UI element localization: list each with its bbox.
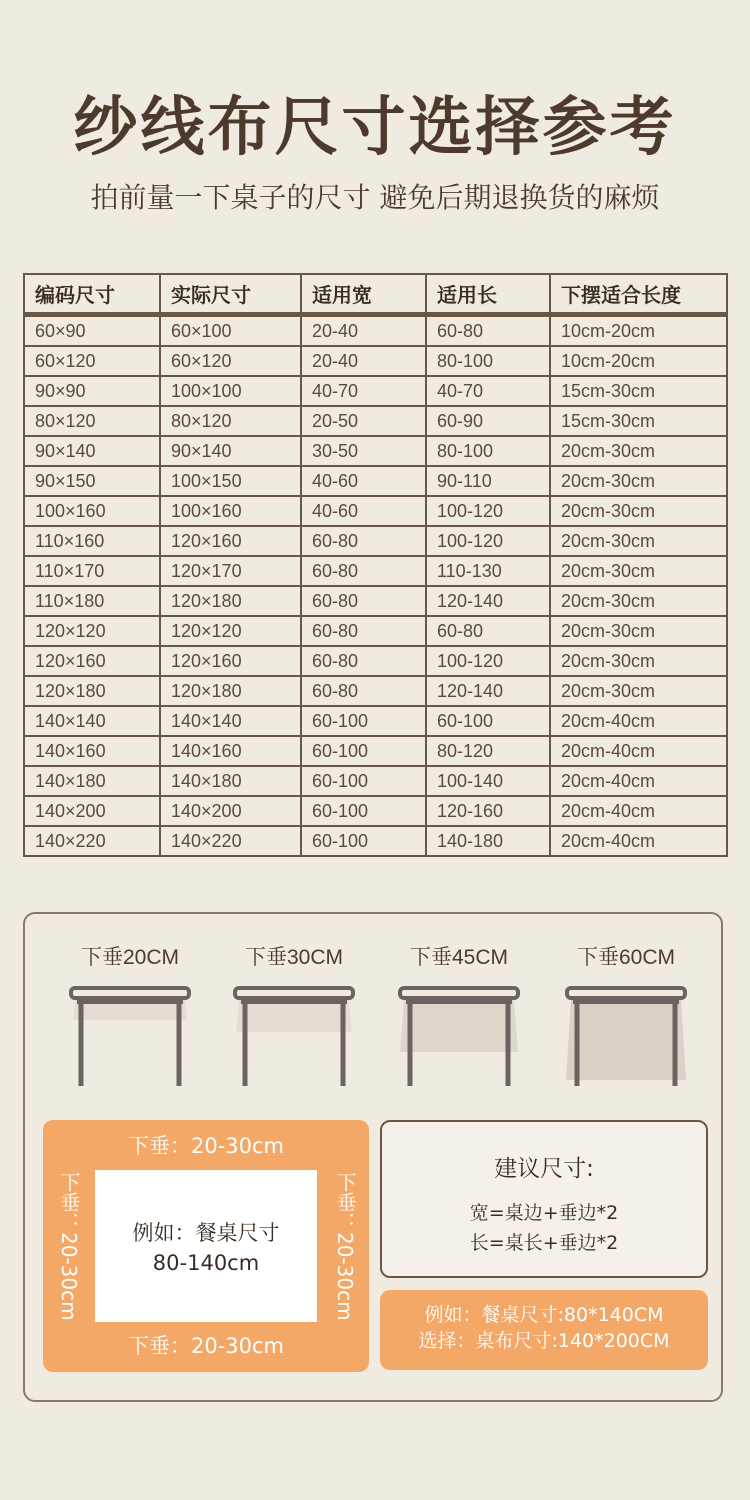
- table-45cm-icon: [394, 984, 524, 1088]
- cell-fit-width: 60-80: [301, 586, 426, 616]
- cell-fit-width: 60-80: [301, 556, 426, 586]
- cell-drop-length: 15cm-30cm: [550, 406, 727, 436]
- cell-fit-length: 60-80: [426, 315, 550, 347]
- table-row: [24, 436, 727, 466]
- page-title: 纱线布尺寸选择参考: [73, 91, 677, 165]
- header-fit-length: 适用长: [426, 274, 550, 315]
- cell-code-size: 120×180: [24, 676, 160, 706]
- cell-fit-length: 140-180: [426, 826, 550, 856]
- table-row: [24, 406, 727, 436]
- table-60cm-icon: [561, 984, 691, 1088]
- cell-drop-length: 20cm-40cm: [550, 796, 727, 826]
- page-subtitle: 拍前量一下桌子的尺寸 避免后期退换货的麻烦: [90, 181, 660, 214]
- cell-fit-length: 60-90: [426, 406, 550, 436]
- cell-actual-size: 90×140: [160, 436, 301, 466]
- cell-drop-length: 20cm-30cm: [550, 436, 727, 466]
- cell-drop-length: 10cm-20cm: [550, 346, 727, 376]
- cell-fit-width: 60-100: [301, 796, 426, 826]
- table-30cm-icon: [229, 984, 359, 1088]
- table-row: [24, 826, 727, 856]
- header-fit-width: 适用宽: [301, 274, 426, 315]
- cell-fit-width: 60-80: [301, 676, 426, 706]
- diagram-right-label: 下垂：20-30cm: [333, 1171, 357, 1321]
- cell-fit-width: 60-100: [301, 826, 426, 856]
- cell-fit-width: 60-80: [301, 646, 426, 676]
- cell-fit-width: 20-50: [301, 406, 426, 436]
- diagram-table-area: [95, 1170, 317, 1322]
- table-row: [24, 796, 727, 826]
- drop-20-label: 下垂20CM: [80, 946, 180, 969]
- cell-actual-size: 120×120: [160, 616, 301, 646]
- cell-actual-size: 140×160: [160, 736, 301, 766]
- size-table: [23, 273, 728, 857]
- cell-code-size: 90×150: [24, 466, 160, 496]
- table-row: [24, 346, 727, 376]
- cell-actual-size: 60×100: [160, 315, 301, 347]
- cell-drop-length: 20cm-30cm: [550, 646, 727, 676]
- table-row: [24, 526, 727, 556]
- table-row: [24, 736, 727, 766]
- cell-fit-width: 40-70: [301, 376, 426, 406]
- example-line2: 选择：桌布尺寸:140*200CM: [418, 1330, 670, 1352]
- cell-actual-size: 140×180: [160, 766, 301, 796]
- header-actual-size: 实际尺寸: [160, 274, 301, 315]
- drop-60-item: [561, 944, 691, 1088]
- cell-fit-width: 60-80: [301, 616, 426, 646]
- cell-fit-width: 60-100: [301, 736, 426, 766]
- cell-fit-width: 30-50: [301, 436, 426, 466]
- suggest-title: 建议尺寸:: [494, 1156, 594, 1182]
- cell-fit-length: 60-80: [426, 616, 550, 646]
- cell-fit-length: 40-70: [426, 376, 550, 406]
- cell-actual-size: 140×220: [160, 826, 301, 856]
- diagram-top-label: 下垂：20-30cm: [127, 1134, 285, 1158]
- cell-fit-length: 80-100: [426, 436, 550, 466]
- cell-code-size: 100×160: [24, 496, 160, 526]
- table-row: [24, 766, 727, 796]
- cell-fit-length: 120-140: [426, 676, 550, 706]
- example-box: [380, 1290, 708, 1370]
- drop-20-item: [65, 944, 195, 1088]
- cell-drop-length: 20cm-30cm: [550, 466, 727, 496]
- cell-fit-width: 40-60: [301, 466, 426, 496]
- cell-actual-size: 120×180: [160, 586, 301, 616]
- cell-fit-width: 60-80: [301, 526, 426, 556]
- cell-actual-size: 100×160: [160, 496, 301, 526]
- cell-fit-width: 60-100: [301, 766, 426, 796]
- cell-fit-length: 120-160: [426, 796, 550, 826]
- drop-60-label: 下垂60CM: [576, 946, 676, 969]
- cell-actual-size: 120×160: [160, 526, 301, 556]
- cell-actual-size: 60×120: [160, 346, 301, 376]
- table-20cm-icon: [65, 984, 195, 1088]
- cell-code-size: 80×120: [24, 406, 160, 436]
- cell-actual-size: 140×200: [160, 796, 301, 826]
- table-row: [24, 646, 727, 676]
- drop-30-item: [229, 944, 359, 1088]
- cell-actual-size: 100×150: [160, 466, 301, 496]
- diagram-example-line2: 80-140cm: [152, 1251, 260, 1275]
- table-row: [24, 556, 727, 586]
- drop-30-label: 下垂30CM: [244, 946, 344, 969]
- cell-drop-length: 15cm-30cm: [550, 376, 727, 406]
- table-row: [24, 496, 727, 526]
- cell-fit-length: 120-140: [426, 586, 550, 616]
- cell-fit-length: 80-100: [426, 346, 550, 376]
- cell-fit-length: 100-120: [426, 496, 550, 526]
- cell-code-size: 90×140: [24, 436, 160, 466]
- cell-actual-size: 100×100: [160, 376, 301, 406]
- cell-fit-length: 100-120: [426, 646, 550, 676]
- diagram-example-line1: 例如：餐桌尺寸: [132, 1221, 280, 1245]
- diagram-left-label: 下垂：20-30cm: [57, 1171, 81, 1321]
- table-row: [24, 676, 727, 706]
- header-code-size: 编码尺寸: [24, 274, 160, 315]
- drop-diagram: [43, 1120, 369, 1372]
- cell-actual-size: 120×180: [160, 676, 301, 706]
- cell-drop-length: 20cm-30cm: [550, 496, 727, 526]
- cell-drop-length: 20cm-30cm: [550, 526, 727, 556]
- cell-fit-length: 60-100: [426, 706, 550, 736]
- suggest-size-box: [380, 1120, 708, 1278]
- cell-fit-width: 20-40: [301, 315, 426, 347]
- cell-fit-length: 90-110: [426, 466, 550, 496]
- table-row: [24, 586, 727, 616]
- table-row: [24, 315, 727, 347]
- cell-code-size: 140×160: [24, 736, 160, 766]
- cell-actual-size: 80×120: [160, 406, 301, 436]
- table-row: [24, 706, 727, 736]
- cell-drop-length: 20cm-30cm: [550, 556, 727, 586]
- cell-drop-length: 10cm-20cm: [550, 315, 727, 347]
- cell-drop-length: 20cm-30cm: [550, 676, 727, 706]
- suggest-length-rule: 长=桌长+垂边*2: [469, 1232, 619, 1254]
- cell-actual-size: 140×140: [160, 706, 301, 736]
- cell-drop-length: 20cm-40cm: [550, 736, 727, 766]
- cell-code-size: 110×160: [24, 526, 160, 556]
- cell-drop-length: 20cm-40cm: [550, 826, 727, 856]
- cell-code-size: 140×140: [24, 706, 160, 736]
- table-row: [24, 376, 727, 406]
- drop-guide-panel: [23, 912, 723, 1402]
- cell-actual-size: 120×170: [160, 556, 301, 586]
- cell-drop-length: 20cm-30cm: [550, 586, 727, 616]
- cell-drop-length: 20cm-30cm: [550, 616, 727, 646]
- example-line1: 例如：餐桌尺寸:80*140CM: [424, 1304, 664, 1326]
- header-drop-length: 下摆适合长度: [550, 274, 727, 315]
- diagram-bottom-label: 下垂：20-30cm: [127, 1334, 285, 1358]
- cell-fit-length: 80-120: [426, 736, 550, 766]
- cell-fit-length: 110-130: [426, 556, 550, 586]
- table-header-row: [24, 274, 727, 315]
- drop-45-item: [394, 944, 524, 1088]
- cell-code-size: 120×120: [24, 616, 160, 646]
- cell-drop-length: 20cm-40cm: [550, 706, 727, 736]
- suggest-width-rule: 宽=桌边+垂边*2: [469, 1202, 619, 1224]
- cell-code-size: 140×220: [24, 826, 160, 856]
- cell-drop-length: 20cm-40cm: [550, 766, 727, 796]
- cell-code-size: 110×180: [24, 586, 160, 616]
- cell-code-size: 60×120: [24, 346, 160, 376]
- cell-code-size: 60×90: [24, 315, 160, 347]
- cell-code-size: 140×200: [24, 796, 160, 826]
- cell-code-size: 90×90: [24, 376, 160, 406]
- cell-code-size: 120×160: [24, 646, 160, 676]
- table-row: [24, 466, 727, 496]
- cell-code-size: 140×180: [24, 766, 160, 796]
- cell-fit-length: 100-140: [426, 766, 550, 796]
- drop-45-label: 下垂45CM: [409, 946, 509, 969]
- cell-fit-width: 20-40: [301, 346, 426, 376]
- cell-fit-width: 40-60: [301, 496, 426, 526]
- cell-code-size: 110×170: [24, 556, 160, 586]
- cell-fit-width: 60-100: [301, 706, 426, 736]
- table-row: [24, 616, 727, 646]
- cell-fit-length: 100-120: [426, 526, 550, 556]
- cell-actual-size: 120×160: [160, 646, 301, 676]
